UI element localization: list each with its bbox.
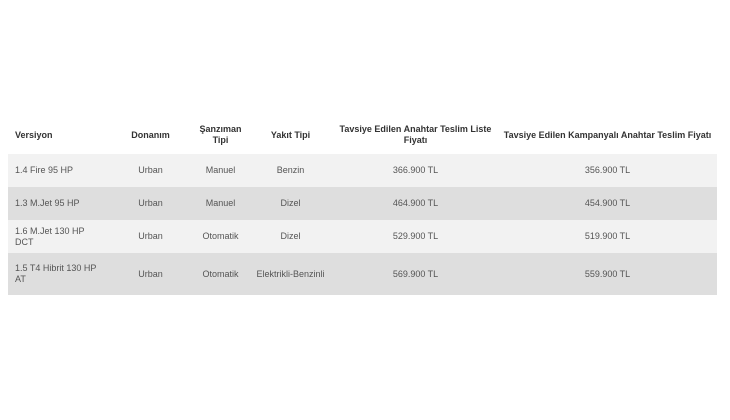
cell-list-price: 569.900 TL (333, 253, 498, 295)
table-header-row (8, 116, 717, 154)
cell-version: 1.5 T4 Hibrit 130 HP AT (8, 253, 108, 295)
cell-campaign-price: 559.900 TL (498, 253, 717, 295)
cell-trim: Urban (108, 187, 193, 220)
table-row (8, 187, 717, 220)
cell-transmission: Manuel (193, 187, 248, 220)
header-version: Versiyon (15, 129, 53, 140)
header-trim: Donanım (131, 129, 170, 140)
cell-trim: Urban (108, 253, 193, 295)
cell-fuel: Dizel (248, 220, 333, 253)
cell-list-price: 529.900 TL (333, 220, 498, 253)
table-row (8, 154, 717, 187)
cell-version: 1.6 M.Jet 130 HP DCT (8, 220, 108, 253)
cell-transmission: Otomatik (193, 220, 248, 253)
cell-trim: Urban (108, 154, 193, 187)
cell-list-price: 464.900 TL (333, 187, 498, 220)
header-campaign-price: Tavsiye Edilen Kampanyalı Anahtar Teslim Fiyatı (503, 129, 712, 140)
cell-campaign-price: 519.900 TL (498, 220, 717, 253)
cell-trim: Urban (108, 220, 193, 253)
table-row (8, 220, 717, 253)
header-fuel: Yakıt Tipi (270, 129, 311, 140)
price-table (8, 116, 717, 295)
cell-fuel: Dizel (248, 187, 333, 220)
table-row (8, 253, 717, 295)
cell-version: 1.4 Fire 95 HP (8, 154, 108, 187)
header-list-price: Tavsiye Edilen Anahtar Teslim Liste Fiyatı (339, 124, 492, 145)
cell-campaign-price: 454.900 TL (498, 187, 717, 220)
cell-transmission: Manuel (193, 154, 248, 187)
cell-fuel: Benzin (248, 154, 333, 187)
header-transmission: Şanzıman Tipi (199, 124, 242, 145)
cell-version: 1.3 M.Jet 95 HP (8, 187, 108, 220)
cell-transmission: Otomatik (193, 253, 248, 295)
price-table-container (8, 116, 717, 295)
cell-fuel: Elektrikli-Benzinli (248, 253, 333, 295)
cell-campaign-price: 356.900 TL (498, 154, 717, 187)
cell-list-price: 366.900 TL (333, 154, 498, 187)
